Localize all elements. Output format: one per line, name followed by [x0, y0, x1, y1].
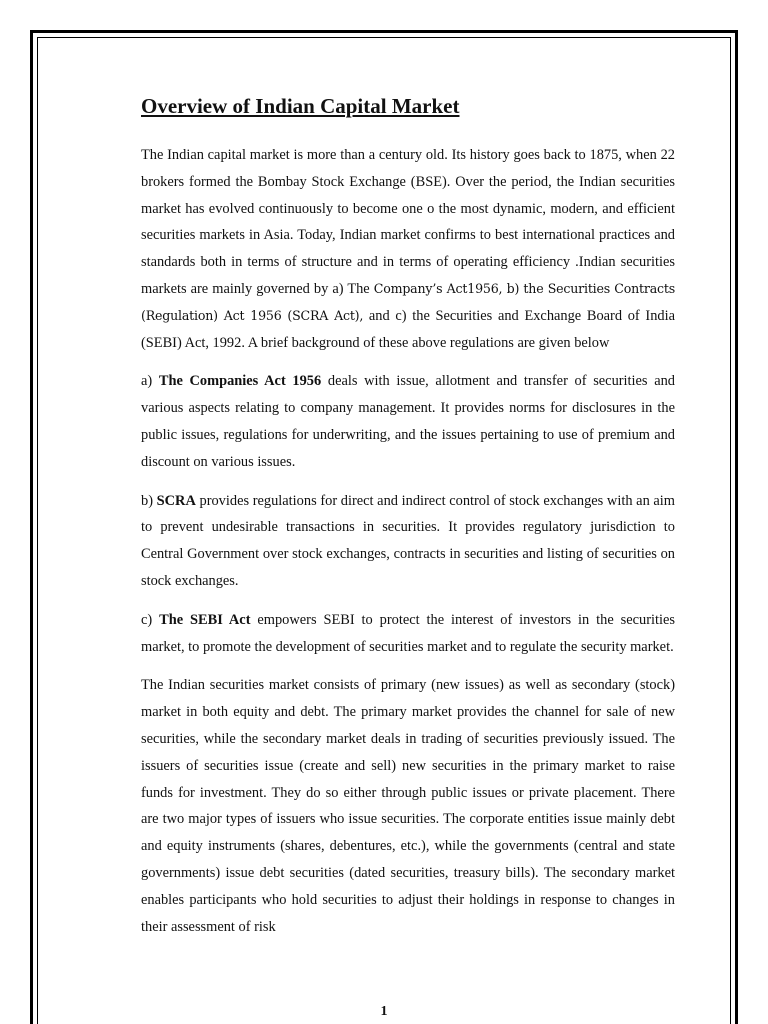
item-c-text: empowers SEBI to protect the interest of investors in the securities market, to promote the development of securities market and to regulate the security market.	[141, 611, 675, 655]
item-b-prefix: b)	[141, 492, 157, 509]
page-number: 1	[380, 1004, 388, 1019]
intro-paragraph	[141, 142, 675, 356]
document-title: Overview of Indian Capital Market	[141, 94, 460, 118]
document-body	[141, 90, 675, 952]
item-a-text: deals with issue, allotment and transfer of securities and various aspects relating to company management. It provides norms for disclosures in the public issues, regulations for underwriting, and the issues pertaining to use of premium and discount on various issues.	[141, 373, 675, 470]
intro-text-part-3: and c) the Securities and Exchange Board of India (SEBI) Act, 1992. A brief background of these above regulations are given below	[141, 307, 675, 351]
item-a-prefix: a)	[141, 373, 159, 390]
item-c-prefix: c)	[141, 611, 160, 628]
sebi-act-paragraph	[141, 607, 675, 661]
item-c-term: The SEBI Act	[159, 611, 251, 628]
scra-paragraph	[141, 488, 675, 595]
item-b-text: provides regulations for direct and indirect control of stock exchanges with an aim to prevent undesirable transactions in securities. It provides regulatory jurisdiction to Central Government over stock exchanges, contracts in securities and listing of securities on stock exchanges.	[141, 492, 675, 589]
companies-act-paragraph	[141, 368, 675, 475]
intro-text-acts: Company’s Act1956, b) the Securities Contracts (Regulation) Act 1956 (SCRA Act),	[141, 280, 675, 323]
item-a-term: The Companies Act 1956	[158, 373, 322, 390]
securities-market-paragraph: The Indian securities market consists of primary (new issues) as well as secondary (stock) market in both equity and debt. The primary market provides the channel for sale of new securities, while the secondary market deals in trading of securities previously issued. The issuers of securities issue (create and sell) new securities in the primary market to raise funds for investment. They do so either through public issues or private placement. There are two major types of issuers who issue securities. The corporate entities issue mainly debt and equity instruments (shares, debentures, etc.), while the governments (central and state governments) issue debt securities (dated securities, treasury bills). The secondary market enables participants who hold securities to adjust their holdings in response to changes in their assessment of risk	[141, 677, 675, 935]
item-b-term: SCRA	[156, 492, 196, 509]
intro-text-part-1: The Indian capital market is more than a century old. Its history goes back to 1875, when 22 brokers formed the Bombay Stock Exchange (BSE). Over the period, the Indian securities market has evolved continuously to become one o the most dynamic, modern, and efficient securities markets in Asia. Today, Indian market confirms to best international practices and standards both in terms of structure and in terms of operating efficiency .Indian securities markets are mainly governed by a) The	[141, 147, 675, 297]
